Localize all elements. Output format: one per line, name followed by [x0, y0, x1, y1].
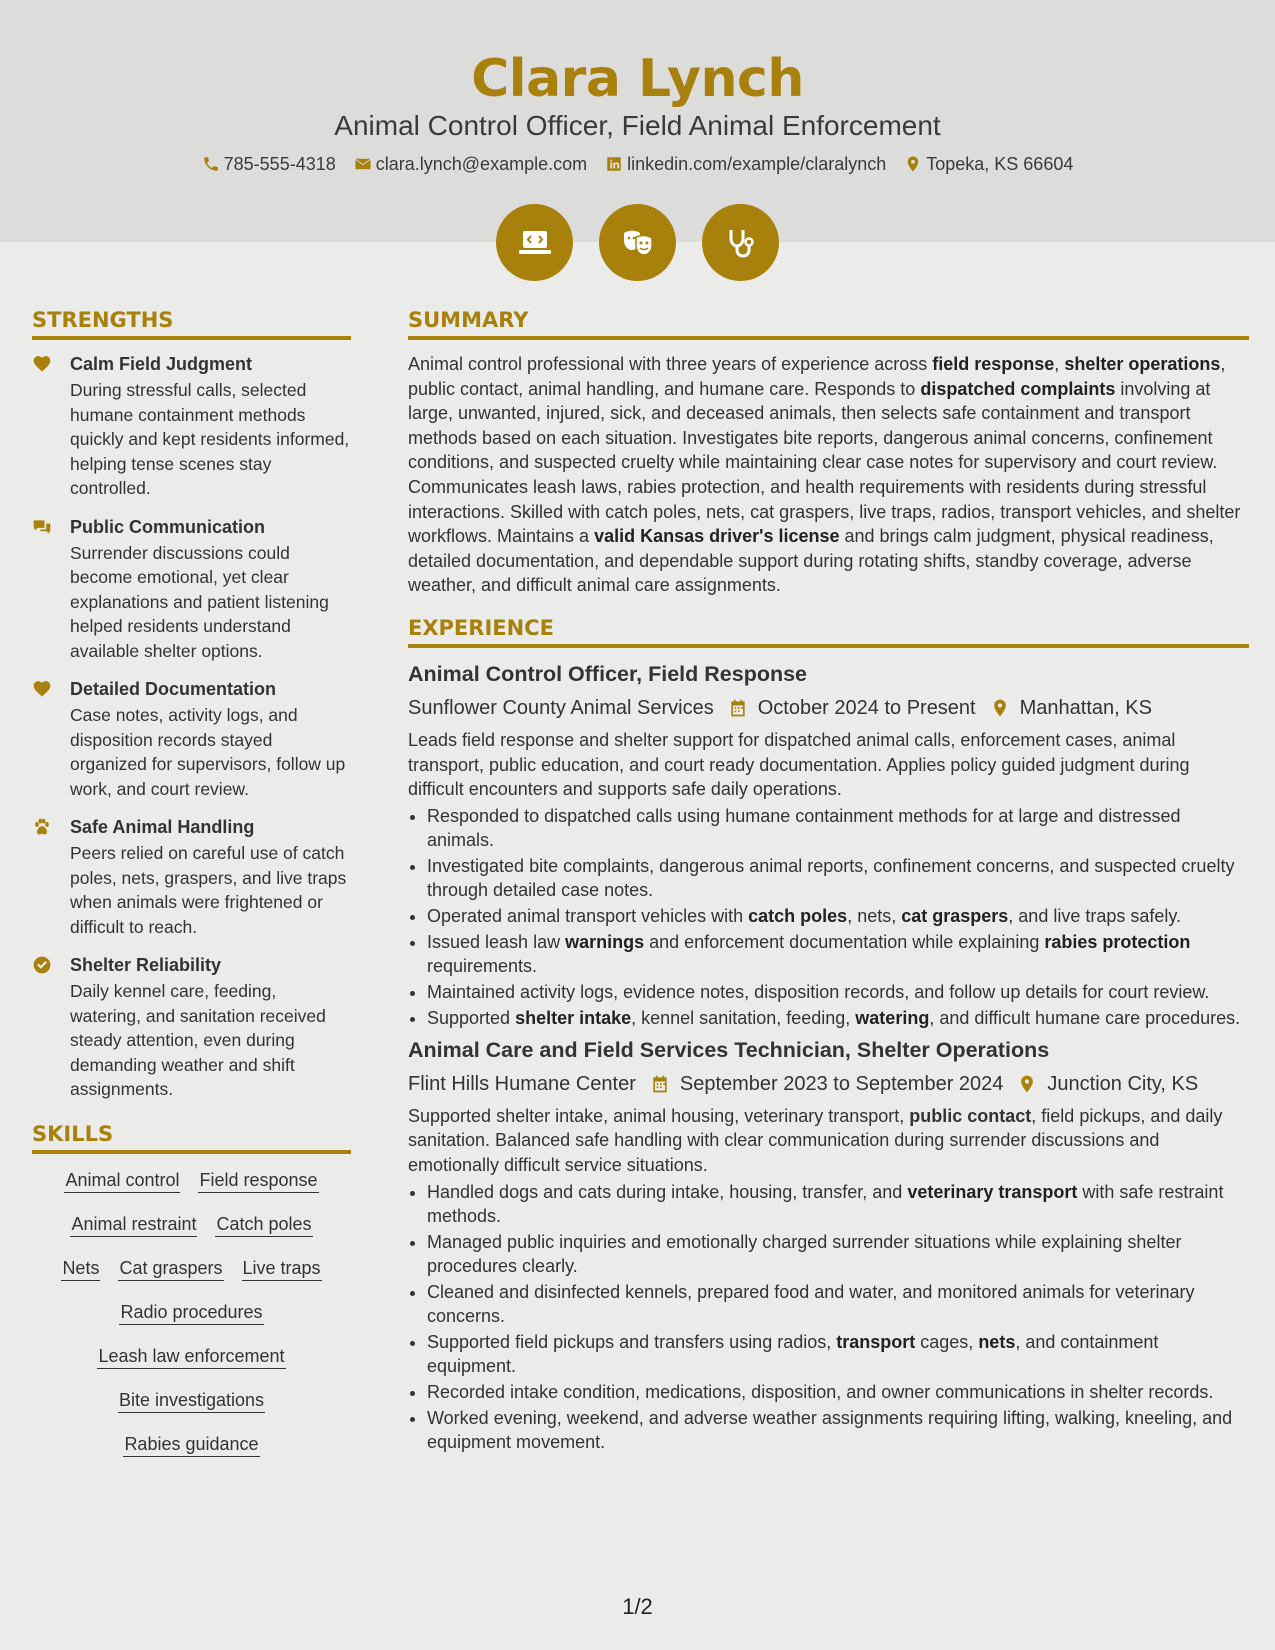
strength-title: Public Communication	[70, 516, 266, 537]
strength-text: During stressful calls, selected humane containment methods quickly and kept residents informed, helping tense scenes stay controlled.	[70, 380, 350, 498]
right-column	[408, 306, 1249, 1460]
job-bullet: • Cleaned and disinfected kennels, prepared food and water, and monitored animals for veterinary concerns.	[427, 1280, 1249, 1328]
job-bullets	[408, 804, 1249, 1030]
skills-row	[38, 1432, 345, 1457]
bold-keyword: nets	[978, 1331, 1016, 1352]
location-text: Topeka, KS 66604	[926, 154, 1074, 174]
job-location: Manhattan, KS	[1019, 696, 1152, 719]
map-marker-icon	[1017, 1074, 1037, 1094]
contact-phone[interactable]	[202, 152, 336, 176]
job-dates: September 2023 to September 2024	[679, 1072, 1004, 1095]
skill-chip: Animal control	[64, 1168, 180, 1193]
strengths-list	[32, 352, 351, 1102]
laptop-code-badge	[496, 204, 573, 281]
summary-heading: SUMMARY	[408, 306, 1249, 340]
summary-text: Animal control professional with three years of experience across field response, shelter operations, public contact, animal handling, and humane care. Responds to dispatched complaints involving at large, unwanted, injured, sick, and deceased animals, then selects safe containment and transport methods based on each situation. Investigates bite reports, dangerous animal concerns, confinement conditions, and suspected cruelty while maintaining clear case notes for supervisory and court review. Communicates leash laws, rabies protection, and health requirements with residents during stressful interactions. Skilled with catch poles, nets, cat graspers, live traps, radios, transport vehicles, and shelter workflows. Maintains a valid Kansas driver's license and brings calm judgment, physical readiness, detailed documentation, and dependable support during rotating shifts, standby coverage, adverse weather, and difficult animal care assignments.	[408, 354, 1241, 596]
paw-icon	[32, 817, 52, 837]
skill-chip: Field response	[198, 1168, 318, 1193]
strength-icon	[32, 352, 60, 501]
contact-linkedin[interactable]	[605, 152, 886, 176]
skill-chip: Nets	[61, 1256, 100, 1281]
job-dates: October 2024 to Present	[757, 696, 976, 719]
contact-location	[904, 152, 1073, 176]
job-bullet: • Issued leash law warnings and enforcement documentation while explaining rabies protection requirements.	[427, 930, 1249, 978]
strengths-heading: STRENGTHS	[32, 306, 351, 340]
bold-keyword: warnings	[565, 931, 645, 952]
phone-icon	[202, 155, 220, 173]
bold-keyword: watering	[855, 1007, 930, 1028]
job-bullet: • Supported field pickups and transfers using radios, transport cages, nets, and containment equipment.	[427, 1330, 1249, 1378]
skills-heading: SKILLS	[32, 1120, 351, 1154]
envelope-icon	[354, 155, 372, 173]
strength-title: Safe Animal Handling	[70, 817, 255, 837]
job-bullet: • Responded to dispatched calls using humane containment methods for at large and distressed animals.	[427, 804, 1249, 852]
strength-body	[70, 352, 351, 501]
skill-chip: Rabies guidance	[123, 1432, 259, 1457]
job-bullet: • Managed public inquiries and emotionally charged surrender situations while explaining shelter procedures clearly.	[427, 1230, 1249, 1278]
strength-item	[32, 515, 351, 664]
job-bullet: • Worked evening, weekend, and adverse weather assignments requiring lifting, walking, kneeling, and equipment movement.	[427, 1406, 1249, 1454]
phone-text: 785-555-4318	[223, 154, 336, 174]
calendar-icon	[728, 698, 748, 718]
contact-row	[0, 152, 1275, 176]
job-entry	[408, 1036, 1249, 1454]
heart-icon	[32, 679, 52, 699]
job-description: Leads field response and shelter support for dispatched animal calls, enforcement cases, animal transport, public education, and court ready documentation. Applies policy guided judgment during difficult encounters and supports safe daily operations.	[408, 729, 1190, 800]
skills-row	[38, 1212, 345, 1237]
map-marker-icon	[990, 698, 1010, 718]
skills-row	[38, 1300, 345, 1325]
job-company: Sunflower County Animal Services	[408, 696, 714, 719]
page-number: 1/2	[622, 1594, 653, 1619]
skill-chip: Live traps	[242, 1256, 322, 1281]
skill-chip: Animal restraint	[70, 1212, 197, 1237]
bold-keyword: public contact	[909, 1105, 1032, 1126]
skill-chip: Leash law enforcement	[97, 1344, 285, 1369]
bold-keyword: veterinary transport	[907, 1181, 1078, 1202]
strength-text: Case notes, activity logs, and disposition records stayed organized for supervisors, follow up work, and court review.	[70, 705, 346, 799]
bold-keyword: valid Kansas driver's license	[594, 526, 840, 547]
strength-item	[32, 815, 351, 939]
job-meta	[408, 694, 1249, 722]
candidate-role: Animal Control Officer, Field Animal Enforcement	[334, 110, 941, 141]
strength-icon	[32, 953, 60, 1102]
linkedin-icon	[605, 155, 623, 173]
strength-title: Detailed Documentation	[70, 679, 277, 699]
skill-chip: Catch poles	[215, 1212, 312, 1237]
strength-body	[70, 953, 351, 1102]
calendar-icon-wrap	[650, 1074, 670, 1094]
strength-icon	[32, 815, 60, 939]
strength-body	[70, 815, 351, 939]
skill-chip: Cat graspers	[118, 1256, 223, 1281]
strength-text: Daily kennel care, feeding, watering, and sanitation received steady attention, even during demanding weather and shift assignments.	[70, 981, 326, 1099]
job-bullet: • Maintained activity logs, evidence notes, disposition records, and follow up details for court review.	[427, 980, 1249, 1004]
bold-keyword: field response	[932, 354, 1055, 374]
skills-row	[38, 1256, 345, 1281]
calendar-icon	[650, 1074, 670, 1094]
strength-body	[70, 677, 351, 801]
bold-keyword: rabies protection	[1044, 931, 1191, 952]
experience-heading: EXPERIENCE	[408, 614, 1249, 648]
contact-email[interactable]	[354, 152, 587, 176]
skill-chip: Bite investigations	[118, 1388, 265, 1413]
heart-icon	[32, 354, 52, 374]
stethoscope-icon	[721, 223, 761, 263]
laptop-code-icon	[515, 223, 555, 263]
skills-row	[38, 1388, 345, 1413]
job-description: Supported shelter intake, animal housing, veterinary transport, public contact, field pickups, and daily sanitation. Balanced safe handling with clear communication during surrender discussions and emotionally difficult service situations.	[408, 1105, 1223, 1175]
map-marker-icon	[904, 155, 922, 173]
strength-body	[70, 515, 351, 664]
stethoscope-badge	[702, 204, 779, 281]
strength-icon	[32, 677, 60, 801]
job-bullet: • Handled dogs and cats during intake, housing, transfer, and veterinary transport with safe restraint methods.	[427, 1180, 1249, 1228]
check-circle-icon	[32, 955, 52, 975]
job-bullets	[408, 1180, 1249, 1454]
job-location: Junction City, KS	[1047, 1072, 1199, 1095]
skill-chip: Radio procedures	[119, 1300, 263, 1325]
strength-item	[32, 352, 351, 501]
left-column	[32, 306, 351, 1457]
experience-list	[408, 660, 1249, 1454]
job-company: Flint Hills Humane Center	[408, 1072, 636, 1095]
bold-keyword: catch poles	[748, 905, 848, 926]
job-bullet: • Recorded intake condition, medications, disposition, and owner communications in shelter records.	[427, 1380, 1249, 1404]
badge-icons-row	[0, 204, 1275, 281]
location-icon-wrap	[1017, 1074, 1037, 1094]
calendar-icon-wrap	[728, 698, 748, 718]
strength-icon	[32, 515, 60, 664]
bold-keyword: shelter operations	[1064, 354, 1221, 374]
bold-keyword: transport	[836, 1331, 916, 1352]
strength-text: Peers relied on careful use of catch poles, nets, graspers, and live traps when animals were frightened or difficult to reach.	[70, 843, 347, 937]
candidate-name: Clara Lynch	[471, 49, 804, 109]
strength-item	[32, 677, 351, 801]
strength-title: Calm Field Judgment	[70, 354, 253, 374]
linkedin-text: linkedin.com/example/claralynch	[627, 154, 887, 174]
bold-keyword: shelter intake	[515, 1007, 632, 1028]
bold-keyword: cat graspers	[901, 905, 1009, 926]
skills-list	[32, 1166, 351, 1457]
job-bullet: • Supported shelter intake, kennel sanitation, feeding, watering, and difficult humane care procedures.	[427, 1006, 1249, 1030]
email-text: clara.lynch@example.com	[375, 154, 588, 174]
strength-item	[32, 953, 351, 1102]
comments-icon	[32, 517, 52, 537]
bold-keyword: dispatched complaints	[920, 378, 1116, 399]
strength-text: Surrender discussions could become emotional, yet clear explanations and patient listening helped residents understand available shelter options.	[70, 542, 329, 661]
theater-masks-icon	[618, 223, 658, 263]
skills-row	[38, 1344, 345, 1369]
job-meta	[408, 1070, 1249, 1098]
strength-title: Shelter Reliability	[70, 955, 222, 975]
job-entry	[408, 660, 1249, 1030]
job-bullet: • Operated animal transport vehicles with catch poles, nets, cat graspers, and live traps safely.	[427, 904, 1249, 928]
location-icon-wrap	[990, 698, 1010, 718]
skills-row	[38, 1168, 345, 1193]
theater-masks-badge	[599, 204, 676, 281]
job-title: Animal Care and Field Services Technician, Shelter Operations	[408, 1037, 1050, 1062]
job-title: Animal Control Officer, Field Response	[408, 661, 808, 686]
job-bullet: • Investigated bite complaints, dangerous animal reports, confinement concerns, and suspected cruelty through detailed case notes.	[427, 854, 1249, 902]
